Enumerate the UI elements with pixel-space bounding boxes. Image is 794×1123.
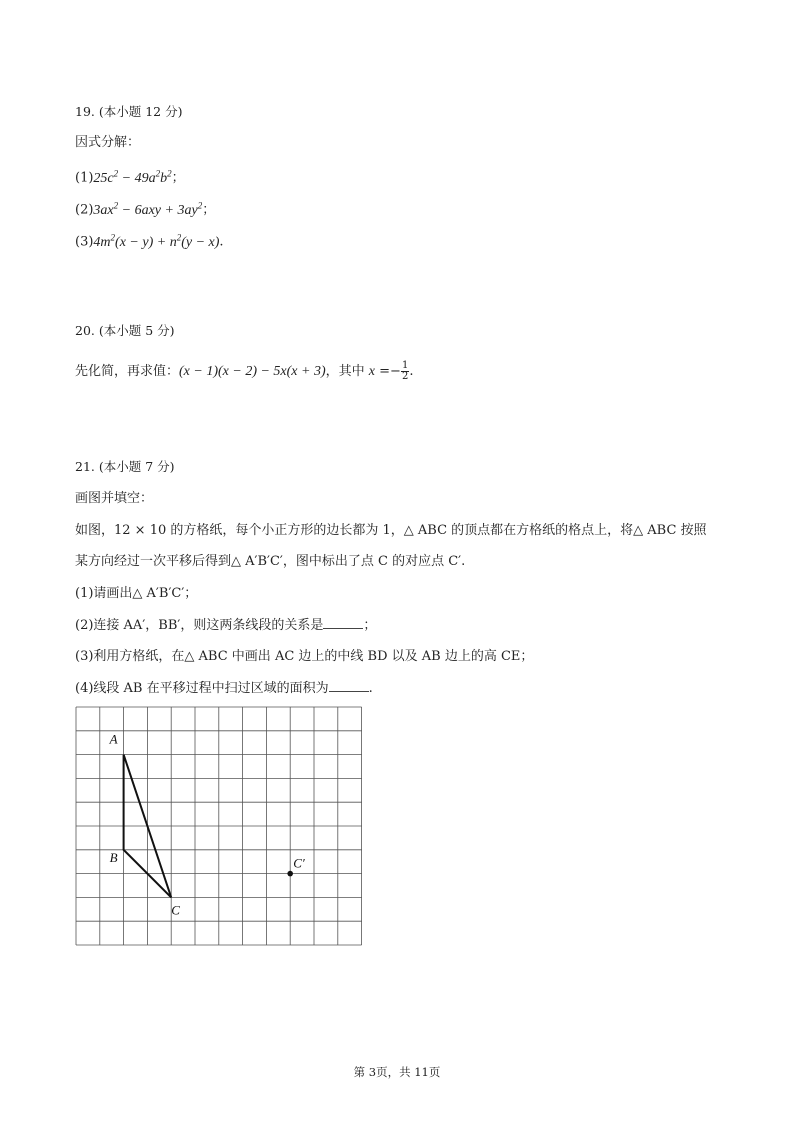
- q21-part-2: (2)连接 AA′，BB′，则这两条线段的关系是 ；: [75, 618, 377, 633]
- answer-blank-4[interactable]: [329, 680, 369, 692]
- q19-header: 19. (本小题 12 分): [75, 104, 183, 119]
- q20-header: 20. (本小题 5 分): [75, 323, 175, 338]
- q21-desc-1: 如图，12 × 10 的方格纸，每个小正方形的边长都为 1，△ ABC 的顶点都在方格纸的格点上，将△ ABC 按照: [75, 523, 707, 538]
- q21-instruction: 画图并填空：: [75, 491, 154, 506]
- answer-blank-2[interactable]: [323, 617, 363, 629]
- q21-header: 21. (本小题 7 分): [75, 459, 175, 474]
- q21-part-3: (3)利用方格纸，在△ ABC 中画出 AC 边上的中线 BD 以及 AB 边上的高 CE；: [75, 649, 534, 664]
- point-label: B: [109, 849, 118, 865]
- q19-item-1: $(1)25c^2 - 49a^2b^2$；: [75, 168, 185, 186]
- q21-desc-2: 某方向经过一次平移后得到△ A′B′C′，图中标出了点 C 的对应点 C′.: [75, 554, 466, 569]
- q21-part-4: (4)线段 AB 在平移过程中扫过区域的面积为 .: [75, 681, 373, 696]
- point-c-prime: [287, 871, 293, 877]
- point-label: A: [109, 731, 118, 747]
- grid-figure: [75, 706, 365, 946]
- q19-item-2: $(2)3ax^2 - 6axy + 3ay^2$；: [75, 200, 216, 218]
- q20-body: 先化简，再求值：(x − 1)(x − 2) − 5x(x + 3)，其中 x =− $\frac{1}{2}$ .: [75, 360, 414, 382]
- q19-item-3: $(3)4m^2(x - y) + n^2(y - x)$.: [75, 232, 224, 250]
- fraction-one-half: $\frac{1}{2}$: [401, 360, 409, 382]
- q21-part-1: (1)请画出△ A′B′C′；: [75, 586, 198, 601]
- point-label: C′: [293, 855, 305, 871]
- page-footer: 第 3页，共 11页: [353, 1065, 441, 1079]
- point-label: C: [171, 902, 180, 918]
- q19-instruction: 因式分解：: [75, 135, 141, 150]
